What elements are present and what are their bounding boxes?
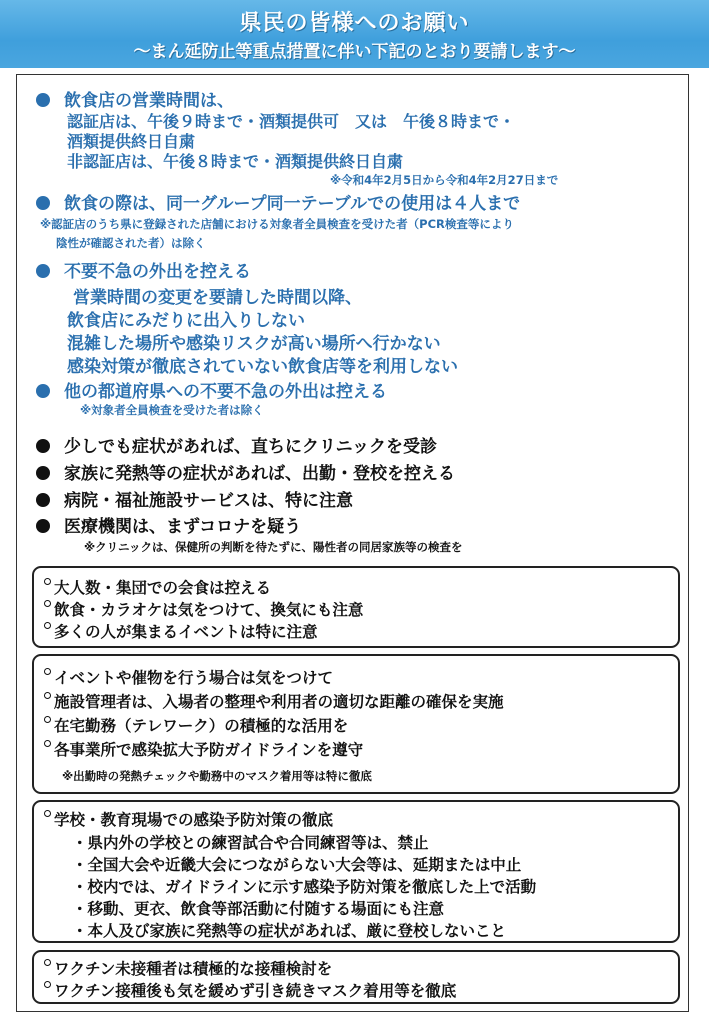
- dining-item-3: 多くの人が集まるイベントは特に注意: [44, 620, 318, 642]
- uncertified-store-line: 非認証店は、午後８時まで・酒類提供終日自粛: [67, 152, 404, 171]
- bullet-avoid-outings: 不要不急の外出を控える: [36, 257, 251, 282]
- dining-item-2: 飲食・カラオケは気をつけて、換気にも注意: [44, 598, 363, 620]
- bullet-icon: [36, 466, 50, 480]
- bullet-icon: [36, 519, 50, 533]
- bullet-medical-institutions: 医療機関は、まずコロナを疑う: [36, 512, 301, 537]
- avoid-line3: 混雑した場所や感染リスクが高い場所へ行かない: [67, 334, 441, 354]
- schools-heading: 学校・教育現場での感染予防対策の徹底: [44, 808, 333, 830]
- bullet-other-prefectures: 他の都道府県への不要不急の外出は控える: [36, 377, 387, 402]
- bullet-icon: [36, 384, 50, 398]
- bullet-symptoms-clinic: 少しでも症状があれば、直ちにクリニックを受診: [36, 432, 437, 457]
- header-banner: [0, 0, 709, 68]
- vaccine-item-2: ワクチン接種後も気を緩めず引き続きマスク着用等を徹底: [44, 979, 456, 1001]
- dining-item-1: 大人数・集団での会食は控える: [44, 576, 271, 598]
- bullet-icon: [36, 196, 50, 210]
- bullet-family-symptoms: 家族に発熱等の症状があれば、出勤・登校を控える: [36, 459, 455, 484]
- bullet-hospitals: 病院・福祉施設サービスは、特に注意: [36, 486, 353, 511]
- avoid-line2: 飲食店にみだりに出入りしない: [67, 311, 305, 331]
- bullet-icon: [36, 93, 50, 107]
- events-item-1: イベントや催物を行う場合は気をつけて: [44, 666, 333, 688]
- schools-item-5: ・本人及び家族に発熱等の症状があれば、厳に登校しないこと: [72, 922, 507, 940]
- bullet-icon: [36, 493, 50, 507]
- bullet-icon: [36, 439, 50, 453]
- events-item-4: 各事業所で感染拡大予防ガイドラインを遵守: [44, 738, 363, 760]
- schools-item-3: ・校内では、ガイドラインに示す感染予防対策を徹底した上で活動: [72, 878, 537, 896]
- page-subtitle: 〜まん延防止等重点措置に伴い下記のとおり要請します〜: [133, 42, 576, 62]
- bullet-group-limit: 飲食の際は、同一グループ同一テーブルでの使用は４人まで: [36, 189, 520, 214]
- clinic-note: ※クリニックは、保健所の判断を待たずに、陽性者の同居家族等の検査を: [84, 540, 463, 554]
- group-limit-note1: ※認証店のうち県に登録された店舗における対象者全員検査を受けた者（PCR検査等により: [40, 217, 514, 231]
- certified-store-line1: 認証店は、午後９時まで・酒類提供可 又は 午後８時まで・: [67, 112, 516, 131]
- page-title: 県民の皆様へのお願い: [239, 11, 470, 36]
- avoid-line1: 営業時間の変更を要請した時間以降、: [73, 288, 362, 308]
- schools-item-4: ・移動、更衣、飲食等部活動に付随する場面にも注意: [72, 900, 445, 918]
- certified-store-line2: 酒類提供終日自粛: [67, 132, 196, 151]
- events-item-3: 在宅勤務（テレワーク）の積極的な活用を: [44, 714, 348, 736]
- period-note: ※令和4年2月5日から令和4年2月27日まで: [330, 173, 559, 187]
- bullet-business-hours: 飲食店の営業時間は、: [36, 86, 234, 111]
- group-limit-note2: 陰性が確認された者）は除く: [56, 236, 206, 250]
- schools-item-1: ・県内外の学校との練習試合や合同練習等は、禁止: [72, 834, 429, 852]
- vaccine-item-1: ワクチン未接種者は積極的な接種検討を: [44, 957, 332, 979]
- events-item-2: 施設管理者は、入場者の整理や利用者の適切な距離の確保を実施: [44, 690, 504, 712]
- other-prefectures-note: ※対象者全員検査を受けた者は除く: [80, 403, 264, 417]
- events-note: ※出勤時の発熱チェックや勤務中のマスク着用等は特に徹底: [62, 769, 372, 783]
- avoid-line4: 感染対策が徹底されていない飲食店等を利用しない: [67, 357, 458, 377]
- bullet-icon: [36, 264, 50, 278]
- schools-item-2: ・全国大会や近畿大会につながらない大会等は、延期または中止: [72, 856, 522, 874]
